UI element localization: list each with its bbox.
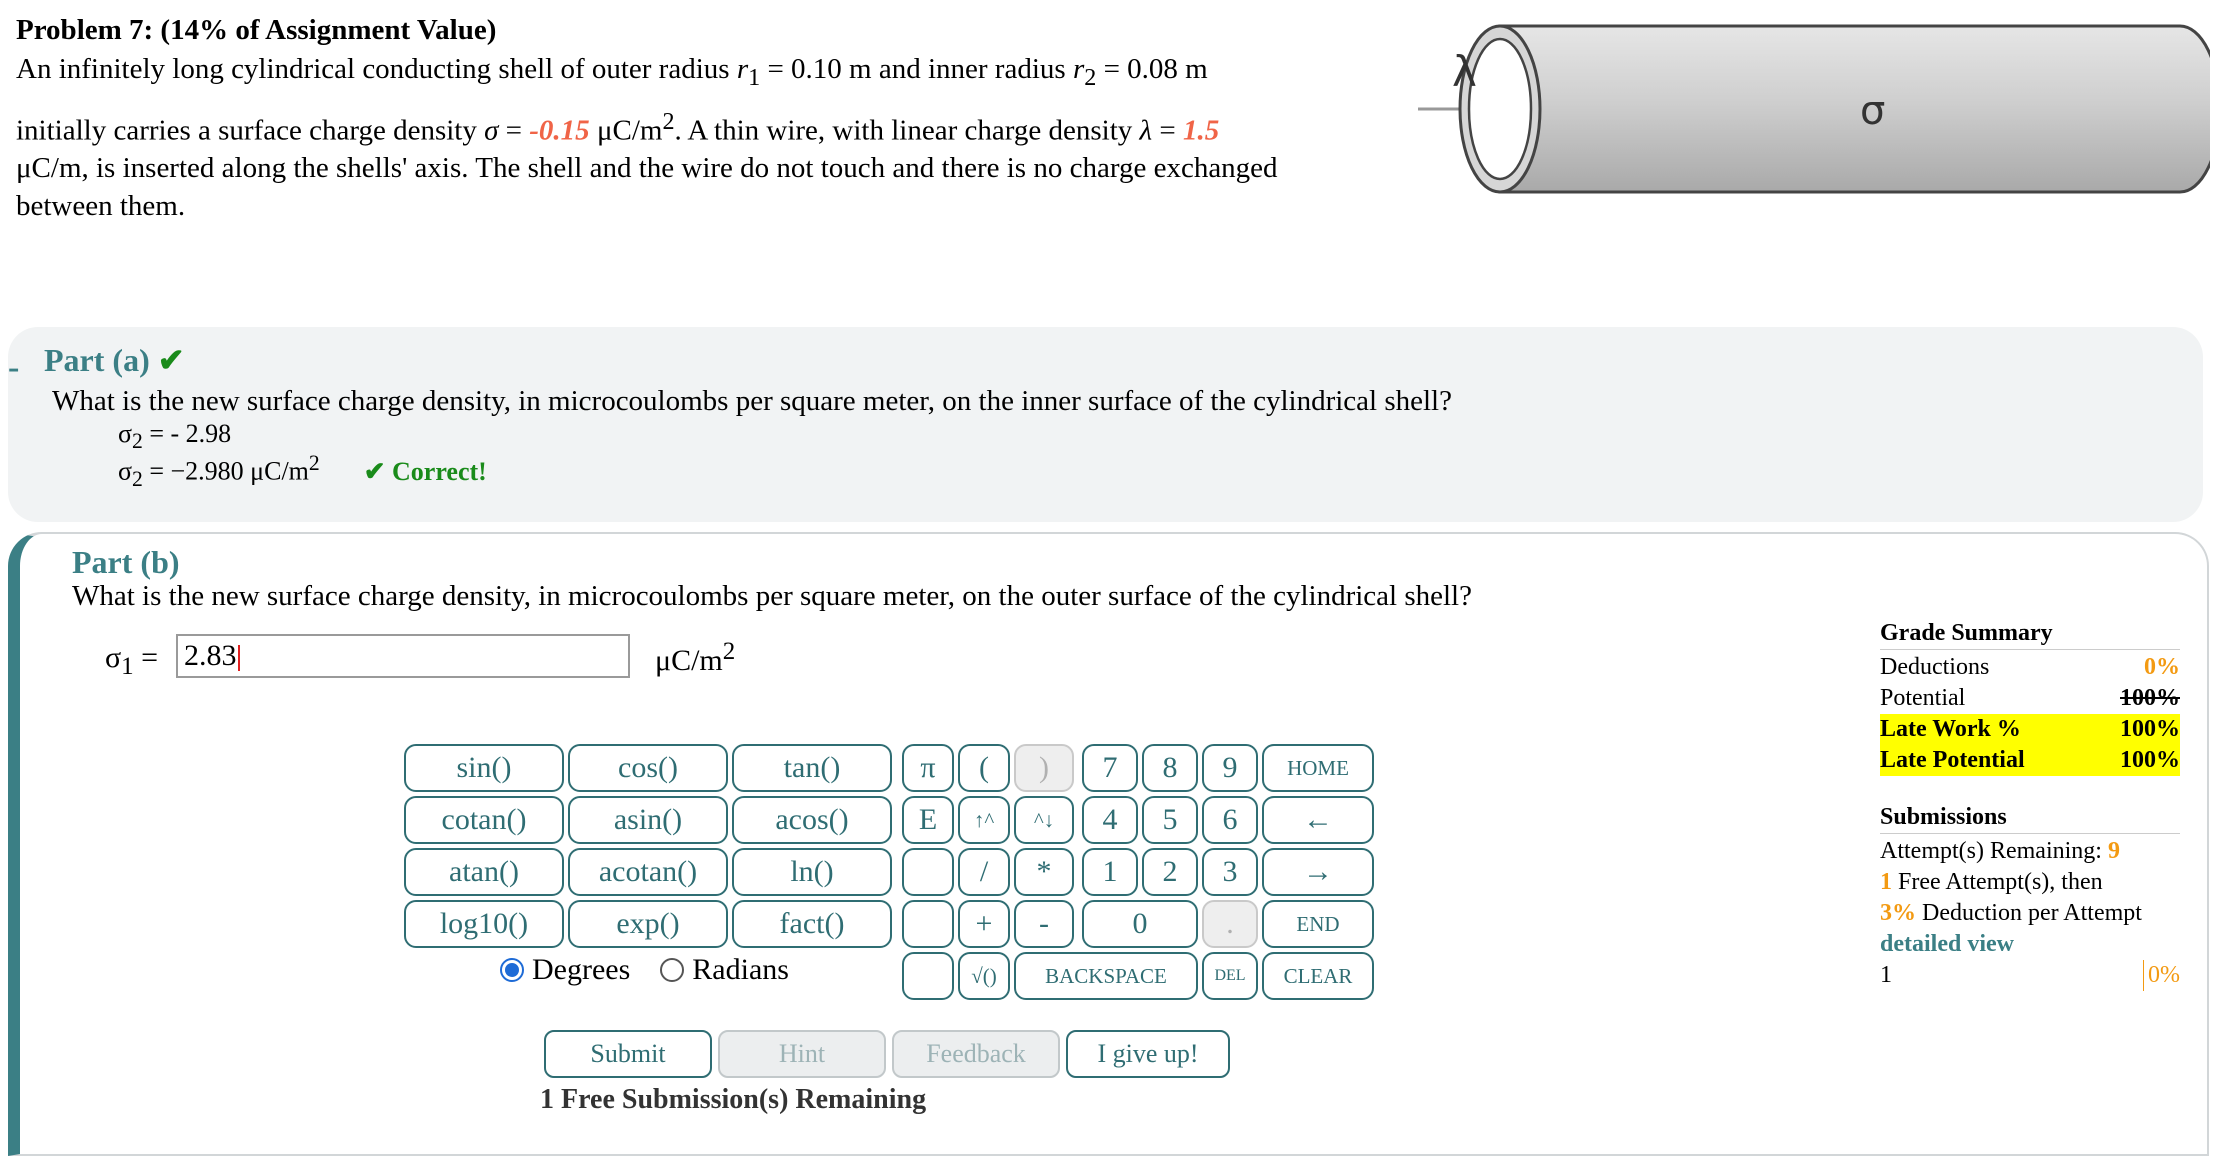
submissions-title: Submissions [1880, 804, 2180, 834]
part-a-question: What is the new surface charge density, in microcoulombs per square meter, on the inner surface of the cylindrical shell? [52, 385, 1452, 417]
deductions-row: Deductions 0% [1880, 654, 2180, 680]
e-key[interactable]: E [902, 796, 954, 844]
digit-0-key[interactable]: 0 [1082, 900, 1198, 948]
detailed-view-link[interactable]: detailed view [1880, 931, 2014, 957]
asin-key[interactable]: asin() [568, 796, 728, 844]
submit-button[interactable]: Submit [544, 1030, 712, 1078]
down-key[interactable]: ^↓ [1014, 796, 1074, 844]
radians-label: Radians [692, 953, 789, 986]
collapse-toggle[interactable]: - [8, 349, 20, 386]
digit-2-key[interactable]: 2 [1142, 848, 1198, 896]
ln-key[interactable]: ln() [732, 848, 892, 896]
grade-summary [1880, 620, 2180, 991]
sigma-label: σ [1860, 88, 1886, 134]
up-key[interactable]: ↑^ [958, 796, 1010, 844]
close-paren-key[interactable]: ) [1014, 744, 1074, 792]
digit-4-key[interactable]: 4 [1082, 796, 1138, 844]
exp-key[interactable]: exp() [568, 900, 728, 948]
part-a-panel [8, 327, 2203, 522]
part-a-result: $\sigma_2 = -2.980$ $\mu C/m^2$ ✔ Correct! [118, 451, 487, 491]
submissions-section [1880, 804, 2180, 991]
open-paren-key[interactable]: ( [958, 744, 1010, 792]
free-submissions-text: 1 Free Submission(s) Remaining [540, 1084, 927, 1115]
dot-key[interactable]: . [1202, 900, 1258, 948]
feedback-button[interactable]: Feedback [892, 1030, 1060, 1078]
slash-key[interactable]: / [958, 848, 1010, 896]
problem-statement [16, 50, 1396, 225]
minus-key[interactable]: - [1014, 900, 1074, 948]
cylinder-body [1500, 26, 2210, 192]
sigma-value: -0.15 [529, 114, 590, 147]
problem-title: Problem 7: (14% of Assignment Value) [16, 14, 497, 46]
part-a-title: Part (a) ✔ [44, 342, 185, 378]
digit-3-key[interactable]: 3 [1202, 848, 1258, 896]
star-key[interactable]: * [1014, 848, 1074, 896]
answer-label: $\sigma_1$ = [105, 641, 159, 680]
clear-key[interactable]: CLEAR [1262, 952, 1374, 1000]
degrees-radio[interactable] [500, 958, 524, 982]
sin-key[interactable]: sin() [404, 744, 564, 792]
lambda-label: λ [1452, 47, 1477, 96]
home-key[interactable]: HOME [1262, 744, 1374, 792]
attempt-history-row: 1 0% [1880, 960, 2180, 991]
cos-key[interactable]: cos() [568, 744, 728, 792]
cylinder-end-inner [1469, 39, 1531, 179]
problem-line-1: An infinitely long cylindrical conducting shell of outer radius $r_1 = 0.10$ m and inner radius $r_2 = 0.08$ m [16, 53, 1208, 91]
pi-key[interactable]: π [902, 744, 954, 792]
digit-1-key[interactable]: 1 [1082, 848, 1138, 896]
digit-9-key[interactable]: 9 [1202, 744, 1258, 792]
left-arrow-key[interactable]: ← [1262, 796, 1374, 844]
acos-key[interactable]: acos() [732, 796, 892, 844]
right-arrow-key[interactable]: → [1262, 848, 1374, 896]
digit-7-key[interactable]: 7 [1082, 744, 1138, 792]
blank-key[interactable] [902, 952, 954, 1000]
plus-key[interactable]: + [958, 900, 1010, 948]
log10-key[interactable]: log10() [404, 900, 564, 948]
answer-unit: $\mu C/m^2$ [655, 638, 736, 677]
fact-key[interactable]: fact() [732, 900, 892, 948]
lambda-value: 1.5 [1182, 114, 1220, 147]
atan-key[interactable]: atan() [404, 848, 564, 896]
cotan-key[interactable]: cotan() [404, 796, 564, 844]
correct-badge: ✔ Correct! [363, 456, 487, 486]
cylinder-figure [1410, 14, 2210, 204]
attempts-remaining: Attempt(s) Remaining: 9 [1880, 838, 2120, 864]
problem-line-2: initially carries a surface charge density σ = -0.15 $\mu C/m^2$. A thin wire, with linear charge density λ = 1.5 [16, 107, 1220, 147]
degrees-label: Degrees [532, 953, 631, 986]
give-up-button[interactable]: I give up! [1066, 1030, 1230, 1078]
problem-line-3: μC/m, is inserted along the shells' axis. The shell and the wire do not touch and there is no charge exchanged between them. [16, 152, 1278, 223]
part-b-title: Part (b) [72, 544, 180, 580]
hint-button[interactable]: Hint [718, 1030, 886, 1078]
potential-row: Potential 100% [1880, 685, 2180, 711]
angle-mode-group [500, 953, 819, 987]
digit-8-key[interactable]: 8 [1142, 744, 1198, 792]
part-a-entered: $\sigma_2$ = - 2.98 [118, 419, 232, 454]
blank-key[interactable] [902, 848, 954, 896]
part-b-question: What is the new surface charge density, in microcoulombs per square meter, on the outer surface of the cylindrical shell? [72, 580, 1472, 612]
answer-input[interactable]: 2.83 [176, 634, 630, 678]
radians-radio[interactable] [660, 958, 684, 982]
del-key[interactable]: DEL [1202, 952, 1258, 1000]
deduction-per-attempt: 3% Deduction per Attempt [1880, 900, 2142, 926]
digit-5-key[interactable]: 5 [1142, 796, 1198, 844]
late-work-row: Late Work % 100% [1880, 714, 2180, 745]
end-key[interactable]: END [1262, 900, 1374, 948]
acotan-key[interactable]: acotan() [568, 848, 728, 896]
free-attempts: 1 Free Attempt(s), then [1880, 869, 2103, 895]
check-icon: ✔ [157, 342, 185, 378]
grade-summary-title: Grade Summary [1880, 620, 2180, 650]
backspace-key[interactable]: BACKSPACE [1014, 952, 1198, 1000]
tan-key[interactable]: tan() [732, 744, 892, 792]
digit-6-key[interactable]: 6 [1202, 796, 1258, 844]
text-caret [238, 645, 240, 671]
late-potential-row: Late Potential 100% [1880, 745, 2180, 776]
blank-key[interactable] [902, 900, 954, 948]
sqrt-key[interactable]: √() [958, 952, 1010, 1000]
